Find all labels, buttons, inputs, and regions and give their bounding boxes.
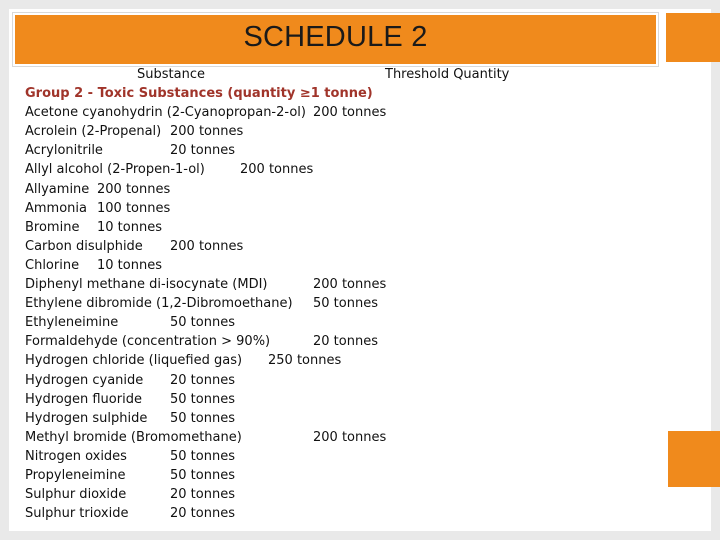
- threshold-quantity: 20 tonnes: [170, 506, 235, 522]
- substance-name: Sulphur trioxide: [25, 506, 129, 522]
- substance-name: Nitrogen oxides: [25, 448, 127, 464]
- threshold-quantity: 20 tonnes: [313, 334, 378, 350]
- substance-name: Ethylene dibromide (1,2-Dibromoethane): [25, 296, 293, 312]
- substance-name: Methyl bromide (Bromomethane): [25, 429, 242, 445]
- threshold-quantity: 10 tonnes: [97, 219, 162, 235]
- threshold-quantity: 50 tonnes: [170, 467, 235, 483]
- slide-title: SCHEDULE 2: [243, 21, 428, 53]
- threshold-quantity: 50 tonnes: [170, 391, 235, 407]
- substance-name: Allyamine: [25, 181, 90, 197]
- substance-name: Chlorine: [25, 257, 80, 273]
- threshold-quantity: 50 tonnes: [313, 296, 378, 312]
- threshold-header: Threshold Quantity: [385, 67, 510, 82]
- threshold-quantity: 200 tonnes: [313, 429, 387, 445]
- substance-name: Hydrogen cyanide: [25, 372, 144, 388]
- substance-name: Propyleneimine: [25, 467, 126, 483]
- title-bar: [13, 13, 658, 66]
- substance-name: Acrolein (2-Propenal): [25, 124, 162, 140]
- threshold-quantity: 50 tonnes: [170, 315, 235, 331]
- substance-name: Diphenyl methane di-isocynate (MDI): [25, 277, 268, 293]
- threshold-quantity: 20 tonnes: [170, 372, 235, 388]
- threshold-quantity: 200 tonnes: [170, 238, 244, 254]
- substance-header: Substance: [137, 67, 205, 82]
- substance-name: Sulphur dioxide: [25, 487, 127, 503]
- threshold-quantity: 50 tonnes: [170, 448, 235, 464]
- substance-name: Hydrogen fluoride: [25, 391, 142, 407]
- substance-name: Ammonia: [25, 200, 87, 216]
- substance-name: Carbon disulphide: [25, 238, 143, 254]
- substance-name: Allyl alcohol (2-Propen-1-ol): [25, 162, 205, 178]
- threshold-quantity: 50 tonnes: [170, 410, 235, 426]
- substance-name: Bromine: [25, 219, 80, 235]
- threshold-quantity: 20 tonnes: [170, 487, 235, 503]
- substance-name: Formaldehyde (concentration > 90%): [25, 334, 271, 350]
- threshold-quantity: 200 tonnes: [170, 124, 244, 140]
- threshold-quantity: 200 tonnes: [240, 162, 314, 178]
- threshold-quantity: 200 tonnes: [313, 277, 387, 293]
- substance-name: Hydrogen chloride (liquefied gas): [25, 353, 243, 369]
- right-accent-strip: [666, 13, 720, 62]
- right-accent-block: [668, 431, 720, 487]
- threshold-quantity: 100 tonnes: [97, 200, 171, 216]
- threshold-quantity: 20 tonnes: [170, 143, 235, 159]
- threshold-quantity: 10 tonnes: [97, 257, 162, 273]
- substance-name: Acetone cyanohydrin (2-Cyanopropan-2-ol): [25, 105, 306, 121]
- substance-name: Acrylonitrile: [25, 143, 103, 159]
- substance-name: Hydrogen sulphide: [25, 410, 148, 426]
- threshold-quantity: 200 tonnes: [97, 181, 171, 197]
- substance-name: Ethyleneimine: [25, 315, 119, 331]
- threshold-quantity: 200 tonnes: [313, 105, 387, 121]
- threshold-quantity: 250 tonnes: [268, 353, 342, 369]
- group-heading-text: Group 2 - Toxic Substances (quantity ≥1 tonne): [25, 86, 373, 102]
